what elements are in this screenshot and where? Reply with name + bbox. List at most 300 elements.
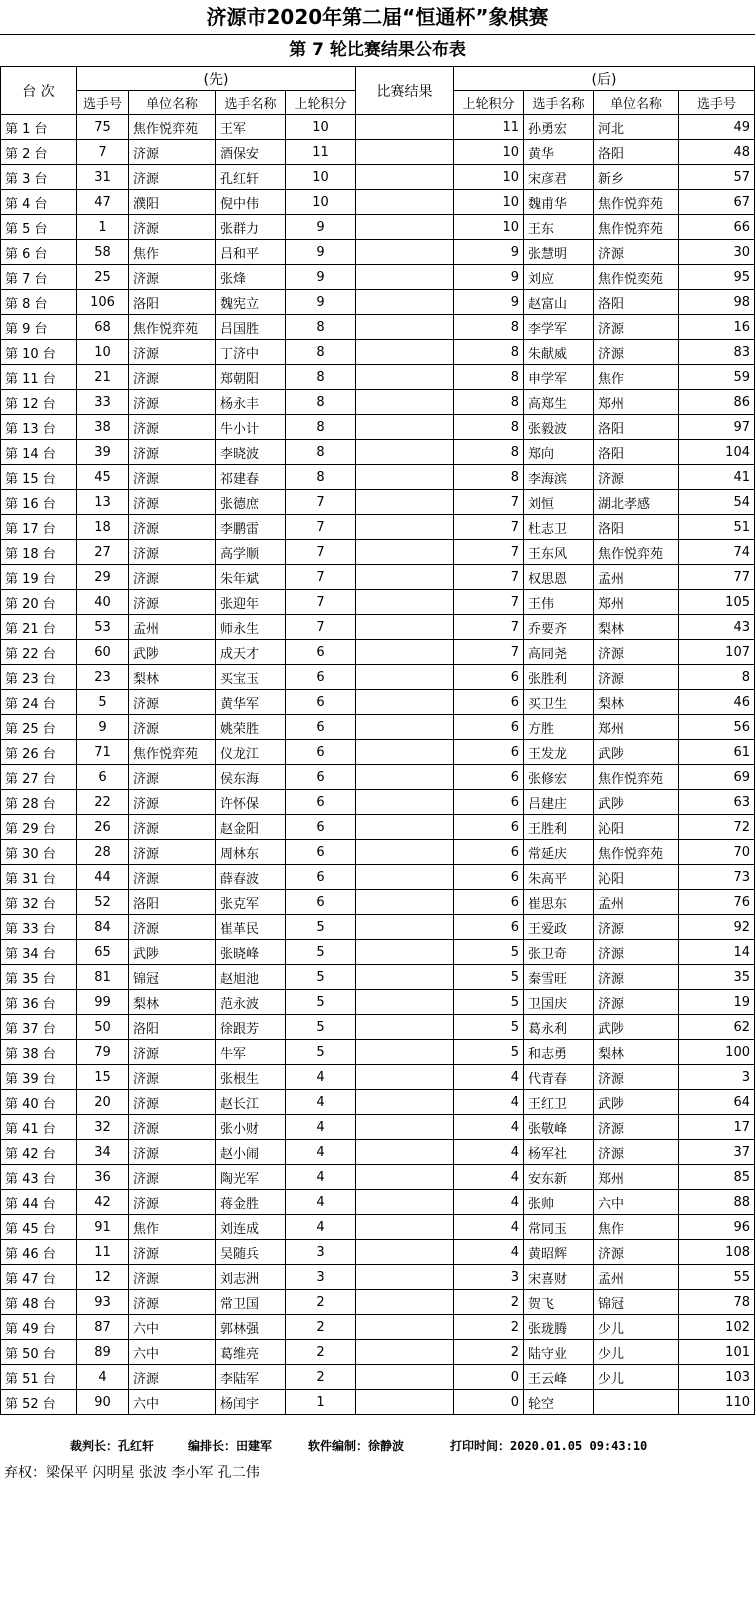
prev-score-second: 7 <box>454 565 524 590</box>
unit-first: 洛阳 <box>129 890 216 915</box>
header-score-2: 上轮积分 <box>454 91 524 115</box>
prev-score-first: 3 <box>286 1240 356 1265</box>
unit-second: 洛阳 <box>594 515 679 540</box>
player-name-second: 秦雪旺 <box>524 965 594 990</box>
player-id-second: 64 <box>679 1090 755 1115</box>
table-row <box>1 1090 755 1115</box>
player-name-second: 王伟 <box>524 590 594 615</box>
unit-first: 济源 <box>129 815 216 840</box>
player-id-first: 71 <box>77 740 129 765</box>
unit-second: 济源 <box>594 1140 679 1165</box>
prev-score-second: 6 <box>454 715 524 740</box>
result-cell <box>356 265 454 290</box>
player-id-second: 108 <box>679 1240 755 1265</box>
table-row <box>1 215 755 240</box>
unit-second: 焦作悦弈苑 <box>594 540 679 565</box>
prev-score-second: 7 <box>454 490 524 515</box>
board-cell: 第 28 台 <box>1 790 77 815</box>
player-name-first: 许怀保 <box>216 790 286 815</box>
prev-score-first: 1 <box>286 1390 356 1415</box>
player-id-second: 74 <box>679 540 755 565</box>
player-name-second: 张珑腾 <box>524 1315 594 1340</box>
table-row <box>1 1165 755 1190</box>
unit-first: 济源 <box>129 140 216 165</box>
unit-second: 河北 <box>594 115 679 140</box>
player-id-first: 12 <box>77 1265 129 1290</box>
player-id-second: 66 <box>679 215 755 240</box>
unit-second: 少儿 <box>594 1340 679 1365</box>
unit-first: 济源 <box>129 1065 216 1090</box>
player-name-second: 郑向 <box>524 440 594 465</box>
result-cell <box>356 215 454 240</box>
prev-score-first: 6 <box>286 765 356 790</box>
result-cell <box>356 1140 454 1165</box>
result-cell <box>356 465 454 490</box>
player-name-first: 李陆军 <box>216 1365 286 1390</box>
table-row <box>1 1315 755 1340</box>
unit-first: 济源 <box>129 1040 216 1065</box>
table-row <box>1 340 755 365</box>
board-cell: 第 14 台 <box>1 440 77 465</box>
table-row <box>1 840 755 865</box>
footer-arranger: 编排长：田建军 <box>188 1439 273 1453</box>
unit-first: 济源 <box>129 565 216 590</box>
prev-score-second: 8 <box>454 440 524 465</box>
player-id-first: 68 <box>77 315 129 340</box>
unit-first: 济源 <box>129 1365 216 1390</box>
table-row <box>1 165 755 190</box>
header-name-2: 选手名称 <box>524 91 594 115</box>
table-row <box>1 615 755 640</box>
player-name-first: 李鹏雷 <box>216 515 286 540</box>
prev-score-first: 6 <box>286 790 356 815</box>
player-id-first: 7 <box>77 140 129 165</box>
unit-second: 六中 <box>594 1190 679 1215</box>
unit-first: 济源 <box>129 865 216 890</box>
header-unit-2: 单位名称 <box>594 91 679 115</box>
player-id-first: 87 <box>77 1315 129 1340</box>
prev-score-first: 2 <box>286 1340 356 1365</box>
player-id-second: 73 <box>679 865 755 890</box>
result-cell <box>356 490 454 515</box>
prev-score-second: 6 <box>454 890 524 915</box>
table-row <box>1 1365 755 1390</box>
unit-second: 济源 <box>594 915 679 940</box>
unit-first: 济源 <box>129 690 216 715</box>
player-id-first: 11 <box>77 1240 129 1265</box>
board-cell: 第 37 台 <box>1 1015 77 1040</box>
result-cell <box>356 1165 454 1190</box>
player-name-first: 常卫国 <box>216 1290 286 1315</box>
result-cell <box>356 1390 454 1415</box>
result-cell <box>356 890 454 915</box>
player-id-second: 35 <box>679 965 755 990</box>
prev-score-first: 9 <box>286 240 356 265</box>
prev-score-first: 5 <box>286 990 356 1015</box>
unit-second: 济源 <box>594 990 679 1015</box>
prev-score-first: 5 <box>286 965 356 990</box>
player-name-first: 刘志洲 <box>216 1265 286 1290</box>
player-id-second: 67 <box>679 190 755 215</box>
player-id-second: 70 <box>679 840 755 865</box>
result-cell <box>356 740 454 765</box>
result-cell <box>356 1315 454 1340</box>
prev-score-first: 7 <box>286 540 356 565</box>
unit-first: 武陟 <box>129 940 216 965</box>
player-id-second: 54 <box>679 490 755 515</box>
prev-score-first: 6 <box>286 865 356 890</box>
unit-first: 济源 <box>129 415 216 440</box>
board-cell: 第 2 台 <box>1 140 77 165</box>
board-cell: 第 11 台 <box>1 365 77 390</box>
player-id-second: 76 <box>679 890 755 915</box>
prev-score-first: 10 <box>286 115 356 140</box>
result-cell <box>356 1265 454 1290</box>
unit-second: 济源 <box>594 965 679 990</box>
table-row <box>1 1240 755 1265</box>
unit-first: 焦作 <box>129 1215 216 1240</box>
player-name-first: 张根生 <box>216 1065 286 1090</box>
prev-score-second: 8 <box>454 415 524 440</box>
player-id-first: 50 <box>77 1015 129 1040</box>
player-name-first: 孔红轩 <box>216 165 286 190</box>
unit-first: 孟州 <box>129 615 216 640</box>
header-result: 比赛结果 <box>356 67 454 115</box>
player-id-first: 52 <box>77 890 129 915</box>
player-name-first: 牛小计 <box>216 415 286 440</box>
result-cell <box>356 1190 454 1215</box>
player-name-second: 贺飞 <box>524 1290 594 1315</box>
prev-score-second: 6 <box>454 765 524 790</box>
prev-score-second: 4 <box>454 1140 524 1165</box>
unit-second: 沁阳 <box>594 815 679 840</box>
table-row <box>1 140 755 165</box>
player-id-second: 104 <box>679 440 755 465</box>
player-name-second: 买卫生 <box>524 690 594 715</box>
header-row-1 <box>1 67 755 91</box>
player-id-second: 8 <box>679 665 755 690</box>
player-name-second: 安东新 <box>524 1165 594 1190</box>
player-id-second: 30 <box>679 240 755 265</box>
header-unit-1: 单位名称 <box>129 91 216 115</box>
unit-first: 济源 <box>129 440 216 465</box>
table-row <box>1 590 755 615</box>
result-cell <box>356 565 454 590</box>
board-cell: 第 9 台 <box>1 315 77 340</box>
prev-score-first: 7 <box>286 490 356 515</box>
result-cell <box>356 940 454 965</box>
prev-score-second: 4 <box>454 1090 524 1115</box>
result-cell <box>356 1040 454 1065</box>
player-name-second: 陆守业 <box>524 1340 594 1365</box>
player-id-first: 47 <box>77 190 129 215</box>
unit-first: 济源 <box>129 915 216 940</box>
player-name-first: 陶光军 <box>216 1165 286 1190</box>
player-name-first: 朱年斌 <box>216 565 286 590</box>
player-name-second: 赵富山 <box>524 290 594 315</box>
player-name-second: 王发龙 <box>524 740 594 765</box>
player-name-first: 范永波 <box>216 990 286 1015</box>
unit-second: 少儿 <box>594 1315 679 1340</box>
player-id-second: 101 <box>679 1340 755 1365</box>
board-cell: 第 18 台 <box>1 540 77 565</box>
player-id-first: 60 <box>77 640 129 665</box>
player-id-second: 77 <box>679 565 755 590</box>
board-cell: 第 5 台 <box>1 215 77 240</box>
player-name-second: 王爱政 <box>524 915 594 940</box>
result-cell <box>356 1365 454 1390</box>
table-row <box>1 1065 755 1090</box>
prev-score-second: 6 <box>454 690 524 715</box>
player-name-first: 张群力 <box>216 215 286 240</box>
footer-software: 软件编制：徐静波 <box>308 1439 405 1453</box>
player-name-first: 买宝玉 <box>216 665 286 690</box>
result-cell <box>356 590 454 615</box>
unit-first: 济源 <box>129 1265 216 1290</box>
player-id-second: 97 <box>679 415 755 440</box>
unit-second: 武陟 <box>594 740 679 765</box>
unit-second: 武陟 <box>594 790 679 815</box>
player-id-first: 93 <box>77 1290 129 1315</box>
board-cell: 第 38 台 <box>1 1040 77 1065</box>
player-name-first: 祁建春 <box>216 465 286 490</box>
result-cell <box>356 440 454 465</box>
board-cell: 第 25 台 <box>1 715 77 740</box>
unit-second: 洛阳 <box>594 290 679 315</box>
player-id-second: 69 <box>679 765 755 790</box>
player-name-first: 李晓波 <box>216 440 286 465</box>
prev-score-first: 6 <box>286 890 356 915</box>
unit-second: 济源 <box>594 1065 679 1090</box>
player-name-first: 张德庶 <box>216 490 286 515</box>
unit-second: 孟州 <box>594 890 679 915</box>
board-cell: 第 27 台 <box>1 765 77 790</box>
player-id-first: 23 <box>77 665 129 690</box>
prev-score-second: 2 <box>454 1340 524 1365</box>
unit-first: 济源 <box>129 490 216 515</box>
prev-score-second: 7 <box>454 515 524 540</box>
player-name-second: 吕建庄 <box>524 790 594 815</box>
unit-second: 湖北孝感 <box>594 490 679 515</box>
board-cell: 第 4 台 <box>1 190 77 215</box>
player-name-first: 杨永丰 <box>216 390 286 415</box>
prev-score-second: 6 <box>454 815 524 840</box>
player-id-second: 46 <box>679 690 755 715</box>
player-id-second: 110 <box>679 1390 755 1415</box>
unit-first: 济源 <box>129 215 216 240</box>
unit-second: 郑州 <box>594 715 679 740</box>
unit-first: 济源 <box>129 1190 216 1215</box>
unit-first: 济源 <box>129 365 216 390</box>
player-name-first: 侯东海 <box>216 765 286 790</box>
player-name-first: 高学顺 <box>216 540 286 565</box>
board-cell: 第 23 台 <box>1 665 77 690</box>
player-name-first: 牛军 <box>216 1040 286 1065</box>
prev-score-second: 10 <box>454 140 524 165</box>
board-cell: 第 22 台 <box>1 640 77 665</box>
player-id-second: 37 <box>679 1140 755 1165</box>
table-row <box>1 815 755 840</box>
unit-first: 济源 <box>129 1240 216 1265</box>
board-cell: 第 33 台 <box>1 915 77 940</box>
table-row <box>1 940 755 965</box>
prev-score-first: 4 <box>286 1090 356 1115</box>
table-row <box>1 565 755 590</box>
player-name-first: 王军 <box>216 115 286 140</box>
player-name-first: 吴随兵 <box>216 1240 286 1265</box>
player-name-second: 权思恩 <box>524 565 594 590</box>
player-id-second: 16 <box>679 315 755 340</box>
player-name-second: 和志勇 <box>524 1040 594 1065</box>
result-cell <box>356 540 454 565</box>
table-row <box>1 265 755 290</box>
player-name-second: 刘应 <box>524 265 594 290</box>
unit-first: 六中 <box>129 1390 216 1415</box>
unit-second: 武陟 <box>594 1090 679 1115</box>
prev-score-second: 10 <box>454 165 524 190</box>
player-id-second: 63 <box>679 790 755 815</box>
player-name-second: 孙勇宏 <box>524 115 594 140</box>
board-cell: 第 12 台 <box>1 390 77 415</box>
result-cell <box>356 765 454 790</box>
player-name-second: 王胜利 <box>524 815 594 840</box>
player-id-first: 10 <box>77 340 129 365</box>
table-row <box>1 690 755 715</box>
player-name-first: 师永生 <box>216 615 286 640</box>
player-id-second: 61 <box>679 740 755 765</box>
prev-score-first: 2 <box>286 1365 356 1390</box>
unit-second: 梨林 <box>594 615 679 640</box>
prev-score-second: 2 <box>454 1315 524 1340</box>
prev-score-second: 8 <box>454 365 524 390</box>
prev-score-first: 2 <box>286 1315 356 1340</box>
result-cell <box>356 815 454 840</box>
player-id-first: 26 <box>77 815 129 840</box>
player-name-second: 葛永利 <box>524 1015 594 1040</box>
prev-score-second: 6 <box>454 790 524 815</box>
player-id-second: 92 <box>679 915 755 940</box>
result-cell <box>356 615 454 640</box>
player-id-first: 15 <box>77 1065 129 1090</box>
unit-first: 焦作悦弈苑 <box>129 740 216 765</box>
player-name-second: 张慧明 <box>524 240 594 265</box>
player-name-first: 赵长江 <box>216 1090 286 1115</box>
prev-score-first: 5 <box>286 1015 356 1040</box>
prev-score-second: 8 <box>454 315 524 340</box>
prev-score-second: 9 <box>454 240 524 265</box>
prev-score-second: 5 <box>454 965 524 990</box>
player-name-second: 张毅波 <box>524 415 594 440</box>
prev-score-second: 8 <box>454 390 524 415</box>
result-cell <box>356 640 454 665</box>
prev-score-first: 6 <box>286 665 356 690</box>
player-name-second: 卫国庆 <box>524 990 594 1015</box>
player-id-second: 88 <box>679 1190 755 1215</box>
board-cell: 第 50 台 <box>1 1340 77 1365</box>
prev-score-first: 7 <box>286 590 356 615</box>
player-name-first: 吕国胜 <box>216 315 286 340</box>
player-id-first: 84 <box>77 915 129 940</box>
board-cell: 第 40 台 <box>1 1090 77 1115</box>
prev-score-first: 8 <box>286 465 356 490</box>
results-body <box>1 115 755 1415</box>
player-id-first: 36 <box>77 1165 129 1190</box>
result-cell <box>356 365 454 390</box>
prev-score-first: 8 <box>286 365 356 390</box>
player-name-second: 宋喜财 <box>524 1265 594 1290</box>
unit-first: 济源 <box>129 715 216 740</box>
prev-score-second: 5 <box>454 1040 524 1065</box>
results-table <box>0 66 755 1415</box>
board-cell: 第 26 台 <box>1 740 77 765</box>
player-id-first: 9 <box>77 715 129 740</box>
player-name-second: 张帅 <box>524 1190 594 1215</box>
player-name-first: 黄华军 <box>216 690 286 715</box>
player-name-second: 黄华 <box>524 140 594 165</box>
player-name-second: 王东 <box>524 215 594 240</box>
unit-second: 新乡 <box>594 165 679 190</box>
table-row <box>1 540 755 565</box>
player-name-second: 高同尧 <box>524 640 594 665</box>
board-cell: 第 46 台 <box>1 1240 77 1265</box>
table-row <box>1 1140 755 1165</box>
prev-score-second: 5 <box>454 940 524 965</box>
result-cell <box>356 515 454 540</box>
unit-second: 济源 <box>594 1115 679 1140</box>
unit-first: 济源 <box>129 840 216 865</box>
player-name-second: 高郑生 <box>524 390 594 415</box>
player-name-second: 张敬峰 <box>524 1115 594 1140</box>
prev-score-first: 6 <box>286 640 356 665</box>
player-id-first: 38 <box>77 415 129 440</box>
player-name-first: 吕和平 <box>216 240 286 265</box>
unit-first: 济源 <box>129 265 216 290</box>
result-cell <box>356 390 454 415</box>
unit-second: 梨林 <box>594 1040 679 1065</box>
unit-first: 焦作悦弈苑 <box>129 115 216 140</box>
unit-second: 锦冠 <box>594 1290 679 1315</box>
board-cell: 第 44 台 <box>1 1190 77 1215</box>
unit-first: 济源 <box>129 1140 216 1165</box>
board-cell: 第 8 台 <box>1 290 77 315</box>
header-name-1: 选手名称 <box>216 91 286 115</box>
table-row <box>1 190 755 215</box>
player-id-first: 34 <box>77 1140 129 1165</box>
player-id-second: 17 <box>679 1115 755 1140</box>
player-id-first: 21 <box>77 365 129 390</box>
board-cell: 第 41 台 <box>1 1115 77 1140</box>
unit-second: 焦作悦弈苑 <box>594 215 679 240</box>
player-name-first: 魏宪立 <box>216 290 286 315</box>
result-cell <box>356 190 454 215</box>
player-id-first: 6 <box>77 765 129 790</box>
player-id-second: 98 <box>679 290 755 315</box>
player-id-first: 99 <box>77 990 129 1015</box>
player-name-second: 张修宏 <box>524 765 594 790</box>
header-board: 台 次 <box>1 67 77 115</box>
prev-score-first: 2 <box>286 1290 356 1315</box>
board-cell: 第 42 台 <box>1 1140 77 1165</box>
unit-second: 济源 <box>594 240 679 265</box>
player-id-second: 55 <box>679 1265 755 1290</box>
table-row <box>1 1215 755 1240</box>
player-name-first: 周林东 <box>216 840 286 865</box>
player-id-second: 56 <box>679 715 755 740</box>
prev-score-first: 4 <box>286 1140 356 1165</box>
player-name-first: 张小财 <box>216 1115 286 1140</box>
player-id-first: 90 <box>77 1390 129 1415</box>
prev-score-second: 7 <box>454 640 524 665</box>
